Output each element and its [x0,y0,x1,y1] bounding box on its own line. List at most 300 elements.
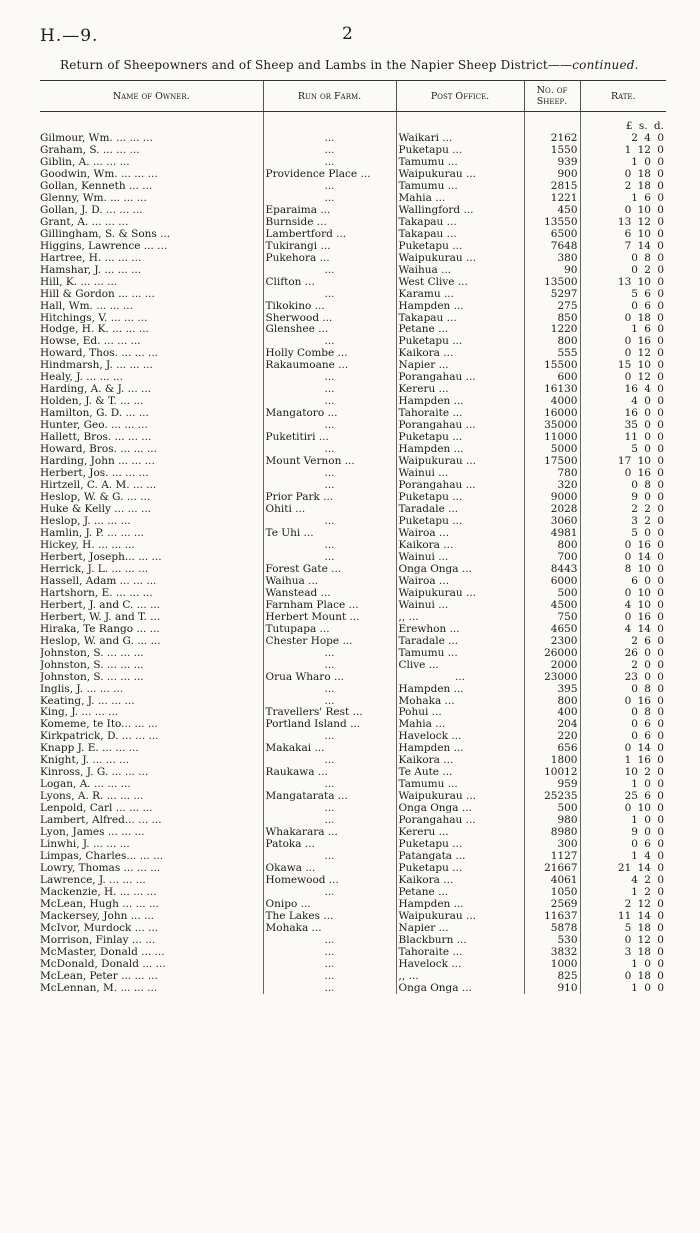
rate-cell: 2 12 0 [580,898,666,910]
owner-name-cell: Lenpold, Carl ... ... ... [40,802,153,815]
run-farm-cell: ... [263,156,396,168]
rate-cell: 0 16 0 [580,695,666,707]
rate-cell: 1 6 0 [580,192,666,204]
sheep-count-cell: 530 [524,934,580,946]
sheep-count-cell: 90 [524,264,580,276]
owner-name-cell: Hamshar, J. ... ... ... [40,263,142,276]
table-row [40,683,666,695]
post-office-cell: Waipukurau ... [396,455,524,467]
table-row [40,395,666,407]
rate-cell: 2 18 0 [580,180,666,192]
owner-name-cell: Hitchings, V. ... ... ... [40,311,148,324]
table-row [40,898,666,910]
cell-empty [524,112,580,133]
rate-cell: 4 0 0 [580,395,666,407]
table-row [40,467,666,479]
table-row [40,455,666,467]
post-office-cell: Kaikora ... [396,874,524,886]
sheep-count-cell: 11000 [524,431,580,443]
table-row [40,288,666,300]
owner-name-cell: Hamlin, J. P. ... ... ... [40,526,144,539]
sheep-count-cell: 26000 [524,647,580,659]
post-office-cell: Tamumu ... [396,156,524,168]
post-office-cell: Wainui ... [396,467,524,479]
owner-name-cell: Morrison, Finlay ... ... [40,933,156,946]
run-farm-cell: Pukehora ... [263,252,396,264]
rate-cell: 16 0 0 [580,407,666,419]
sheep-count-cell: 1220 [524,324,580,336]
post-office-cell: Blackburn ... [396,934,524,946]
sheep-count-cell: 9000 [524,491,580,503]
owner-name-cell: Heslop, W. & G. ... ... [40,491,151,504]
rate-cell: 2 6 0 [580,635,666,647]
rate-cell: 7 14 0 [580,240,666,252]
rate-cell: 0 10 0 [580,587,666,599]
owner-name-cell: Johnston, S. ... ... ... [40,670,144,683]
rate-cell: 0 6 0 [580,718,666,730]
rate-cell: 3 2 0 [580,515,666,527]
run-farm-cell: ... [263,683,396,695]
sheep-count-cell: 3832 [524,946,580,958]
run-farm-cell: ... [263,982,396,994]
table-row [40,778,666,790]
table-row [40,312,666,324]
run-farm-cell: Mangatarata ... [263,790,396,802]
owner-name-cell: McDonald, Donald ... ... [40,957,166,970]
post-office-cell: Puketapu ... [396,862,524,874]
table-row [40,718,666,730]
run-farm-cell: The Lakes ... [263,910,396,922]
run-farm-cell: ... [263,659,396,671]
run-farm-cell: ... [263,850,396,862]
sheep-count-cell: 204 [524,718,580,730]
owner-name-cell: McLennan, M. ... ... ... [40,981,158,994]
rate-cell: 0 12 0 [580,347,666,359]
table-row [40,886,666,898]
run-farm-cell: ... [263,814,396,826]
run-farm-cell: Orua Wharo ... [263,671,396,683]
table-row [40,264,666,276]
rate-cell: 25 6 0 [580,790,666,802]
owner-name-cell: Howard, Bros. ... ... ... [40,443,157,456]
rate-cell: 0 8 0 [580,252,666,264]
table-row [40,946,666,958]
post-office-cell: Mahia ... [396,192,524,204]
table-row [40,754,666,766]
run-farm-cell: ... [263,778,396,790]
owner-name-cell: Inglis, J. ... ... ... [40,682,124,695]
run-farm-cell: Tukirangi ... [263,240,396,252]
run-farm-cell: ... [263,479,396,491]
owner-name-cell: McLean, Hugh ... ... ... [40,898,159,910]
owner-name-cell: Gollan, J. D. ... ... ... [40,203,143,216]
run-farm-cell: Raukawa ... [263,766,396,778]
post-office-cell: Petane ... [396,324,524,336]
sheep-count-cell: 380 [524,252,580,264]
table-row [40,826,666,838]
run-farm-cell: ... [263,144,396,156]
rate-cell: 2 0 0 [580,659,666,671]
owner-name-cell: Hartree, H. ... ... ... [40,251,142,264]
sheep-count-cell: 23000 [524,671,580,683]
sheep-count-cell: 1221 [524,192,580,204]
post-office-cell: Onga Onga ... [396,982,524,994]
owner-name-cell: Lyon, James ... ... ... [40,826,145,839]
sheep-count-cell: 1000 [524,958,580,970]
table-row [40,192,666,204]
sheep-count-cell: 16130 [524,383,580,395]
owner-name-cell: Hall, Wm. ... ... ... [40,299,133,312]
rate-cell: 1 12 0 [580,144,666,156]
run-farm-cell: Herbert Mount ... [263,611,396,623]
rate-cell: 11 14 0 [580,910,666,922]
table-row [40,419,666,431]
sheep-count-cell: 500 [524,802,580,814]
table-row [40,635,666,647]
owner-name-cell: Higgins, Lawrence ... ... [40,239,168,252]
run-farm-cell: Whakarara ... [263,826,396,838]
run-farm-cell: ... [263,264,396,276]
post-office-cell: Wairoa ... [396,527,524,539]
rate-cell: 0 10 0 [580,204,666,216]
table-row [40,527,666,539]
rate-cell: 4 2 0 [580,874,666,886]
post-office-cell: Havelock ... [396,958,524,970]
table-row [40,970,666,982]
owner-name-cell: Howard, Thos. ... ... ... [40,347,159,360]
owner-name-cell: Hiraka, Te Rango ... ... [40,622,160,635]
run-farm-cell: Chester Hope ... [263,635,396,647]
run-farm-cell: Prior Park ... [263,491,396,503]
post-office-cell: Puketapu ... [396,144,524,156]
rate-cell: 1 4 0 [580,850,666,862]
post-office-cell: Kaikora ... [396,539,524,551]
rate-cell: 3 18 0 [580,946,666,958]
rate-cell: 26 0 0 [580,647,666,659]
post-office-cell: Kaikora ... [396,754,524,766]
sheep-count-cell: 800 [524,695,580,707]
rate-cell: 0 12 0 [580,371,666,383]
post-office-cell: Clive ... [396,659,524,671]
owner-name-cell: Knight, J. ... ... ... [40,754,130,767]
sheep-count-cell: 910 [524,982,580,994]
table-row [40,575,666,587]
run-farm-cell: ... [263,371,396,383]
table-row [40,707,666,719]
sheep-count-cell: 2000 [524,659,580,671]
owner-name-cell: Kirkpatrick, D. ... ... ... [40,730,159,743]
table-row [40,347,666,359]
table-row [40,659,666,671]
table-body [40,112,666,994]
post-office-cell: Hampden ... [396,683,524,695]
rate-cell: 1 6 0 [580,324,666,336]
owner-name-cell: Hodge, H. K. ... ... ... [40,323,149,336]
sheep-count-cell: 17500 [524,455,580,467]
rate-cell: 1 0 0 [580,814,666,826]
sheep-count-cell: 13550 [524,216,580,228]
run-farm-cell: ... [263,970,396,982]
post-office-cell: Tahoraite ... [396,946,524,958]
rate-cell: 23 0 0 [580,671,666,683]
table-row [40,324,666,336]
owner-name-cell: Graham, S. ... ... ... [40,143,140,156]
rate-cell: 15 10 0 [580,359,666,371]
owner-name-cell: Herbert, J. and C. ... ... [40,598,161,611]
owner-name-cell: Grant, A. ... ... ... [40,215,129,228]
post-office-cell: Taradale ... [396,503,524,515]
rate-cell: 9 0 0 [580,826,666,838]
run-farm-cell: ... [263,802,396,814]
run-farm-cell: ... [263,288,396,300]
sheep-count-cell: 850 [524,312,580,324]
sheep-count-cell: 2300 [524,635,580,647]
owner-name-cell: Lyons, A. R. ... ... ... [40,790,144,803]
sheep-count-cell: 6500 [524,228,580,240]
rate-cell: 11 0 0 [580,431,666,443]
sheep-count-cell: 900 [524,168,580,180]
table-row [40,300,666,312]
post-office-cell: Patangata ... [396,850,524,862]
table-row [40,240,666,252]
table-row [40,156,666,168]
table-row [40,335,666,347]
sheep-count-cell: 5297 [524,288,580,300]
document-code: H.—9. [40,26,99,46]
rate-cell: 10 2 0 [580,766,666,778]
run-farm-cell: ... [263,730,396,742]
post-office-cell: Waipukurau ... [396,910,524,922]
sheep-count-cell: 500 [524,587,580,599]
rate-cell: 6 0 0 [580,575,666,587]
post-office-cell: ... [396,671,524,683]
table-header-row [40,81,666,112]
run-farm-cell: Travellers' Rest ... [263,707,396,719]
post-office-cell: Waihua ... [396,264,524,276]
table-row [40,814,666,826]
rate-cell: 4 10 0 [580,599,666,611]
post-office-cell: Pohui ... [396,707,524,719]
post-office-cell: Waipukurau ... [396,790,524,802]
run-farm-cell: Eparaima ... [263,204,396,216]
owner-name-cell: Logan, A. ... ... ... [40,778,131,791]
post-office-cell: Waipukurau ... [396,587,524,599]
table-row [40,563,666,575]
table-row [40,802,666,814]
run-farm-cell: ... [263,958,396,970]
sheep-count-cell: 6000 [524,575,580,587]
sheep-count-cell: 1050 [524,886,580,898]
table-row [40,587,666,599]
post-office-cell: Tahoraite ... [396,407,524,419]
run-farm-cell: Wanstead ... [263,587,396,599]
table-row [40,431,666,443]
table-row [40,934,666,946]
column-header-post: Post Office. [396,81,524,112]
run-farm-cell: Clifton ... [263,276,396,288]
table-row [40,611,666,623]
table-row [40,252,666,264]
owner-name-cell: Glenny, Wm. ... ... ... [40,191,147,204]
run-farm-cell: Sherwood ... [263,312,396,324]
run-farm-cell: Burnside ... [263,216,396,228]
rate-cell: 0 18 0 [580,970,666,982]
post-office-cell: Puketapu ... [396,431,524,443]
rate-cell: 0 6 0 [580,730,666,742]
owner-name-cell: Hickey, H. ... ... ... [40,538,135,551]
run-farm-cell: Tikokino ... [263,300,396,312]
post-office-cell: Tamumu ... [396,778,524,790]
sheep-count-cell: 35000 [524,419,580,431]
run-farm-cell: ... [263,180,396,192]
run-farm-cell: Onipo ... [263,898,396,910]
run-farm-cell: ... [263,192,396,204]
rate-cell: 2 2 0 [580,503,666,515]
post-office-cell: Havelock ... [396,730,524,742]
rate-cell: 16 4 0 [580,383,666,395]
post-office-cell: Mahia ... [396,718,524,730]
post-office-cell: Hampden ... [396,898,524,910]
post-office-cell: Waikari ... [396,132,524,144]
sheep-count-cell: 275 [524,300,580,312]
run-farm-cell: ... [263,335,396,347]
sheep-count-cell: 4500 [524,599,580,611]
sheep-count-cell: 2028 [524,503,580,515]
sheep-count-cell: 5878 [524,922,580,934]
run-farm-cell: ... [263,886,396,898]
post-office-cell: Onga Onga ... [396,802,524,814]
sheep-count-cell: 656 [524,742,580,754]
table-row [40,491,666,503]
table-row [40,539,666,551]
cell-empty [263,112,396,133]
owner-name-cell: Heslop, J. ... ... ... [40,515,131,527]
sheep-count-cell: 1550 [524,144,580,156]
owner-name-cell: Lawrence, J. ... ... ... [40,874,146,887]
rate-cell: 0 18 0 [580,312,666,324]
run-farm-cell: ... [263,695,396,707]
run-farm-cell: Farnham Place ... [263,599,396,611]
table-row [40,982,666,994]
rate-cell: 5 0 0 [580,443,666,455]
rate-cell: 1 0 0 [580,982,666,994]
owner-name-cell: Lowry, Thomas ... ... ... [40,862,161,875]
post-office-cell: Puketapu ... [396,240,524,252]
sheep-count-cell: 2569 [524,898,580,910]
rate-cell: 0 10 0 [580,802,666,814]
run-farm-cell: ... [263,395,396,407]
run-farm-cell: Tutupapa ... [263,623,396,635]
table-row [40,958,666,970]
post-office-cell: Karamu ... [396,288,524,300]
post-office-cell: Porangahau ... [396,814,524,826]
table-title [60,58,660,72]
sheep-count-cell: 4000 [524,395,580,407]
post-office-cell: Erewhon ... [396,623,524,635]
owner-name-cell: McLean, Peter ... ... ... [40,969,158,982]
post-office-cell: Takapau ... [396,228,524,240]
owner-name-cell: McIvor, Murdock ... ... [40,921,159,934]
rate-cell: 21 14 0 [580,862,666,874]
run-farm-cell: ... [263,515,396,527]
sheep-count-cell: 2162 [524,132,580,144]
table-row [40,359,666,371]
table-row [40,168,666,180]
owner-name-cell: Hamilton, G. D. ... ... [40,407,149,420]
post-office-cell: Onga Onga ... [396,563,524,575]
run-farm-cell: Lambertford ... [263,228,396,240]
table-row [40,180,666,192]
table-row [40,479,666,491]
sheep-count-cell: 21667 [524,862,580,874]
run-farm-cell: ... [263,383,396,395]
rate-cell: 0 2 0 [580,264,666,276]
sheep-count-cell: 25235 [524,790,580,802]
rate-cell: 0 18 0 [580,168,666,180]
table-row [40,838,666,850]
run-farm-cell: Providence Place ... [263,168,396,180]
sheepowners-table [40,80,666,994]
table-row [40,503,666,515]
owner-name-cell: Giblin, A. ... ... ... [40,155,130,168]
rate-cell: 1 0 0 [580,156,666,168]
owner-name-cell: Hartshorn, E. ... ... ... [40,586,153,599]
sheep-count-cell: 600 [524,371,580,383]
post-office-cell: Napier ... [396,922,524,934]
post-office-cell: Puketapu ... [396,515,524,527]
run-farm-cell: Portland Island ... [263,718,396,730]
post-office-cell: Kereru ... [396,826,524,838]
sheep-count-cell: 220 [524,730,580,742]
sheep-count-cell: 16000 [524,407,580,419]
table-row [40,551,666,563]
table-row [40,742,666,754]
post-office-cell: Kereru ... [396,383,524,395]
sheep-count-cell: 4981 [524,527,580,539]
sheep-count-cell: 3060 [524,515,580,527]
sheep-count-cell: 2815 [524,180,580,192]
post-office-cell: Taradale ... [396,635,524,647]
owner-name-cell: Hunter, Geo. ... ... ... [40,419,148,432]
rate-cell: 0 16 0 [580,335,666,347]
table-title-main: Return of Sheepowners and of Sheep and Lambs in the Napier Sheep District—— [60,58,573,72]
run-farm-cell: ... [263,539,396,551]
rate-cell: 0 12 0 [580,934,666,946]
sheep-count-cell: 959 [524,778,580,790]
post-office-cell: Tamumu ... [396,180,524,192]
post-office-cell: Puketapu ... [396,335,524,347]
sheep-count-cell: 395 [524,683,580,695]
run-farm-cell: Ohiti ... [263,503,396,515]
run-farm-cell: ... [263,946,396,958]
run-farm-cell: Holly Combe ... [263,347,396,359]
owner-name-cell: Mackersey, John ... ... [40,909,155,922]
owner-name-cell: Johnston, S. ... ... ... [40,646,144,659]
owner-name-cell: Hill, K. ... ... ... [40,275,118,288]
run-farm-cell: Okawa ... [263,862,396,874]
run-farm-cell: Waihua ... [263,575,396,587]
table-row [40,647,666,659]
cell-empty [396,112,524,133]
post-office-cell: Puketapu ... [396,838,524,850]
run-farm-cell: Mohaka ... [263,922,396,934]
sheep-count-cell: 750 [524,611,580,623]
run-farm-cell: Glenshee ... [263,324,396,336]
table-row [40,371,666,383]
post-office-cell: Porangahau ... [396,479,524,491]
post-office-cell: Waipukurau ... [396,168,524,180]
rate-cell: 4 14 0 [580,623,666,635]
